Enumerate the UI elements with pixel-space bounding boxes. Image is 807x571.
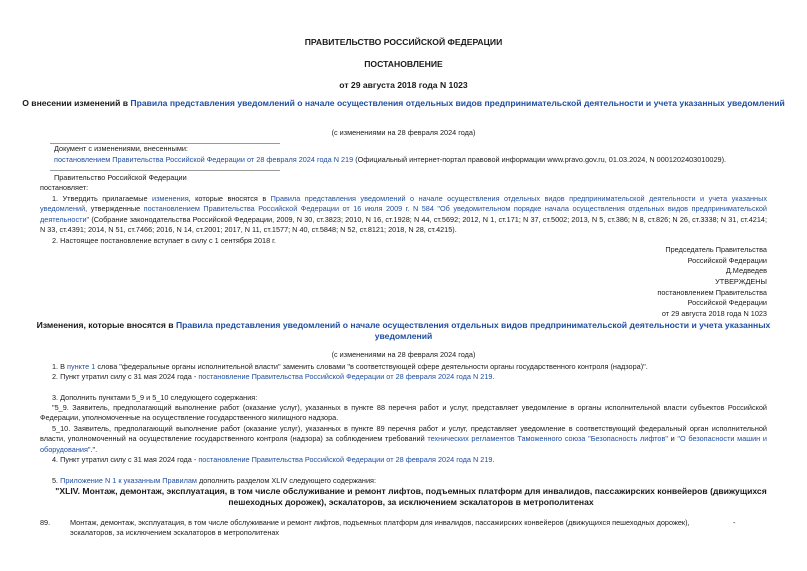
quote-5-10-text-c: .". [90, 444, 98, 454]
doc-type-heading: ПОСТАНОВЛЕНИЕ [364, 59, 443, 69]
amendments-line [54, 155, 774, 165]
amendments-label: Документ с изменениями, внесенными: [54, 144, 188, 153]
signature-country: Российской Федерации [687, 256, 767, 265]
signature-position: Председатель Правительства [665, 245, 767, 254]
p1-text-b: , которые вносятся в [188, 194, 271, 203]
appendix-1-link[interactable]: Приложение N 1 к указанным Правилам [60, 476, 197, 485]
table-row-number: 89. [40, 518, 51, 527]
signature-name: Д.Медведев [725, 266, 767, 275]
item1-text-a: 1. В [52, 362, 68, 371]
p1-text-d: (Собрание законодательства Российской Федерации, 2009, N 30, ст.3823; 2010, N 16, ст.1928; N 44, ст.5692; 2012, N 1, ст.171; N 37, ст.5002; 2013, N 5, ст.386; N 8, ст.826; N 26, ст.3338; N 31, ст.4214; N 33, ст.4391; 2014, N 51, ст.7466; 2016, N 14, ст.2001; 2017, N 11, ст.1577; N 40, ст.5848; N 52, ст.8121; 2018, N 28, ст.4215). [40, 214, 767, 234]
changes-edition-note: (с изменениями на 28 февраля 2024 года) [331, 350, 476, 359]
p1-text-c: , утвержденные [85, 204, 144, 214]
p1-text-a: 1. Утвердить прилагаемые [52, 194, 152, 203]
item4-text-b: . [492, 455, 495, 464]
machinery-safety-regulation-link[interactable]: "О безопасности машин и оборудования" [40, 434, 767, 454]
intro-resolves: постановляет: [40, 183, 89, 192]
divider-bottom [50, 170, 280, 171]
item2-decree-link[interactable]: постановление Правительства Российской Федерации от 28 февраля 2024 года N 219 [198, 372, 493, 381]
decree-584-link[interactable]: постановлением Правительства Российской Федерации от 16 июля 2009 г. N 584 "Об уведомительном порядке начала осуществления отдельных видов предпринимательской деятельности" [40, 204, 767, 224]
amendment-decree-link[interactable]: постановлением Правительства Российской Федерации от 28 февраля 2024 года N 219 [54, 155, 354, 164]
title-rules-link[interactable]: Правила представления уведомлений о начале осуществления отдельных видов предпринимательской деятельности и учета указанных уведомлений [130, 98, 785, 108]
approval-date: от 29 августа 2018 года N 1023 [661, 309, 767, 318]
edition-note: (с изменениями на 28 февраля 2024 года) [331, 128, 476, 137]
point-1-link[interactable]: пункте 1 [67, 362, 96, 371]
change-item-5 [52, 476, 767, 486]
changes-title [35, 320, 772, 341]
changes-link[interactable]: изменения [152, 194, 189, 203]
item5-text: дополнить разделом XLIV следующего содержания: [196, 476, 377, 485]
item4-text-a: 4. Пункт утратил силу с 31 мая 2024 года - [52, 455, 199, 464]
document-title [22, 98, 785, 109]
changes-title-rules-link[interactable]: Правила представления уведомлений о начале осуществления отдельных видов предпринимательской деятельности и учета указанных уведомлений [175, 320, 771, 341]
change-item-1 [52, 362, 767, 372]
approval-heading: УТВЕРЖДЕНЫ [715, 277, 767, 286]
table-row-dash: - [733, 518, 736, 527]
item4-decree-link[interactable]: постановление Правительства Российской Федерации от 28 февраля 2024 года N 219 [198, 455, 493, 464]
intro-government: Правительство Российской Федерации [54, 173, 187, 182]
quote-5-10-text-b: и [667, 434, 678, 444]
paragraph-2: 2. Настоящее постановление вступает в силу с 1 сентября 2018 г. [52, 236, 276, 245]
government-heading: ПРАВИТЕЛЬСТВО РОССИЙСКОЙ ФЕДЕРАЦИИ [304, 37, 503, 47]
item2-text-b: . [492, 372, 495, 381]
title-prefix: О внесении изменений в [22, 98, 131, 108]
lift-safety-regulation-link[interactable]: технических регламентов Таможенного союза "Безопасность лифтов" [427, 434, 668, 444]
table-row-text: Монтаж, демонтаж, эксплуатация, в том числе обслуживание и ремонт лифтов, подъемных платформ для инвалидов, пассажирских конвейеров (движущихся пешеходных дорожек), эскалаторов, за исключением эскалаторов в метрополитенах [70, 518, 690, 538]
change-item-4 [52, 455, 767, 465]
approval-decree: постановлением Правительства [657, 288, 767, 297]
change-item-2 [52, 372, 767, 382]
change-item-3: 3. Дополнить пунктами 5_9 и 5_10 следующего содержания: [52, 393, 258, 402]
changes-title-prefix: Изменения, которые вносятся в [36, 320, 176, 330]
item3-quote-5-10 [40, 424, 767, 455]
quote-5-10-text-a: 5_10. Заявитель, предполагающий выполнение работ (оказание услуг), указанных в пункте 89 перечня работ и услуг, представляет уведомление в соответствующий федеральный орган исполнительной власти, уполномоченный на осуществление государственного контроля (надзора) за соблюдением требований [40, 424, 767, 444]
approval-country: Российской Федерации [687, 298, 767, 307]
item2-text-a: 2. Пункт утратил силу с 31 мая 2024 года - [52, 372, 199, 381]
item5-number: 5. [52, 476, 61, 485]
item1-text-b: слова "федеральные органы исполнительной власти" заменить словами "в соответствующей сфере деятельности органы государственного контроля (надзора)". [95, 362, 648, 371]
rules-link[interactable]: Правила представления уведомлений о начале осуществления отдельных видов предпринимательской деятельности и учета указанных уведомлений [40, 194, 767, 214]
date-number-heading: от 29 августа 2018 года N 1023 [339, 80, 468, 90]
item3-quote-5-9: "5_9. Заявитель, предполагающий выполнение работ (оказание услуг), указанных в пункте 88 перечня работ и услуг, представляет уведомление в органы исполнительной власти субъектов Российской Федерации, уполномоченные на осуществление государственного жилищного надзора. [40, 403, 767, 423]
amendment-source: (Официальный интернет-портал правовой информации www.pravo.gov.ru, 01.03.2024, N 0001202403010029). [353, 155, 727, 164]
paragraph-1 [40, 194, 767, 235]
section-xliv-heading: "XLIV. Монтаж, демонтаж, эксплуатация, в том числе обслуживание и ремонт лифтов, подъемных платформ для инвалидов, пассажирских конвейеров (движущихся пешеходных дорожек), эскалаторов, за исключением эскалаторов в метрополитенах [55, 486, 767, 507]
